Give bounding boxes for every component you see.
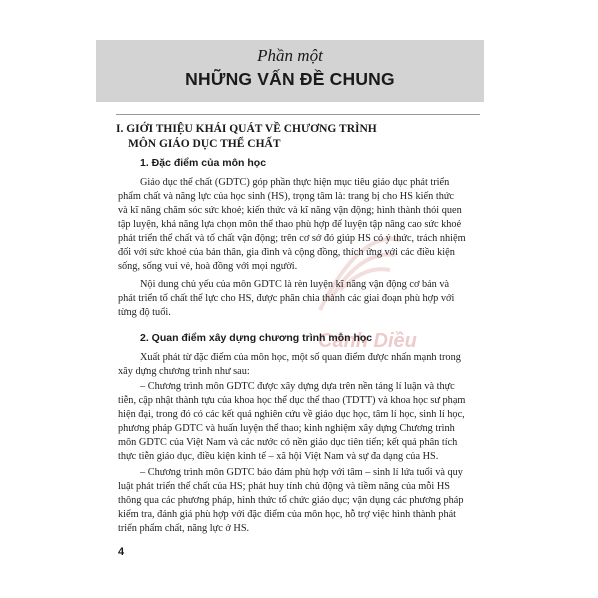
text-line: từng độ tuổi. xyxy=(118,307,171,318)
text-line: luật phát triển thể chất của HS; phát huy tính chủ động và tiềm năng của mỗi HS xyxy=(118,481,450,492)
section-heading xyxy=(116,122,486,152)
text-line: sống, sống vui vẻ, hoà đồng với mọi người. xyxy=(118,261,298,272)
text-line: – Chương trình môn GDTC được xây dựng dựa trên nền tảng lí luận và thực xyxy=(140,381,455,392)
paragraph xyxy=(118,278,482,320)
text-line: Giáo dục thể chất (GDTC) góp phần thực hiện mục tiêu giáo dục phát triển xyxy=(140,177,450,188)
subsection-title-2: 2. Quan điểm xây dựng chương trình môn học xyxy=(140,332,373,344)
section-heading-line1: I. GIỚI THIỆU KHÁI QUÁT VỀ CHƯƠNG TRÌNH xyxy=(116,123,377,135)
subsection-title-1: 1. Đặc điểm của môn học xyxy=(140,157,267,169)
paragraph xyxy=(118,466,482,536)
text-line: Xuất phát từ đặc điểm của môn học, một số quan điểm được nhấn mạnh trong xyxy=(140,352,461,363)
watermark-text: Cánh Diều xyxy=(318,330,417,352)
text-line: phát triển thể chất và tố chất vận động; trên cơ sở đó giúp HS có ý thức, trách nhiệm xyxy=(118,233,466,244)
part-label: Phần một xyxy=(257,46,323,65)
text-line: xây dựng chương trình như sau: xyxy=(118,366,250,377)
text-line: kiểm tra, đánh giá phù hợp với đặc điểm của môn học, hỗ trợ việc hình thành phát xyxy=(118,509,457,520)
paragraph xyxy=(118,380,482,464)
text-line: đối với sức khoẻ của bản thân, gia đình và cộng đồng, thích ứng với các điều kiện xyxy=(118,247,455,258)
text-line: hiện đại, trong đó có các kết quả nghiên cứu về giáo dục học, tâm lí học, sinh lí học, xyxy=(118,409,465,420)
text-line: phương pháp GDTC và huấn luyện thể thao; kinh nghiệm xây dựng Chương trình xyxy=(118,423,455,434)
text-line: thực tiễn giáo dục, điều kiện kinh tế – xã hội Việt Nam và sự đa dạng của HS. xyxy=(118,451,439,462)
page-title: NHỮNG VẤN ĐỀ CHUNG xyxy=(185,69,395,89)
text-line: Nội dung chủ yếu của môn GDTC là rèn luyện kĩ năng vận động cơ bản và xyxy=(140,279,450,290)
text-line: tập luyện, khả năng lựa chọn môn thể thao phù hợp để luyện tập nâng cao sức khoẻ xyxy=(118,219,462,230)
text-line: và kĩ năng chăm sóc sức khoẻ; kiến thức và kĩ năng vận động; hình thành thói quen xyxy=(118,205,462,216)
text-line: môn GDTC của Việt Nam và các nước có nền giáo dục tiên tiến; kết quả phân tích xyxy=(118,437,458,448)
divider xyxy=(116,114,480,115)
text-line: phẩm chất và năng lực của học sinh (HS), trọng tâm là: trang bị cho HS kiến thức xyxy=(118,191,455,202)
text-line: triển phẩm chất, năng lực ở HS. xyxy=(118,523,250,534)
section-heading-line2: MÔN GIÁO DỤC THỂ CHẤT xyxy=(128,138,281,150)
page-number: 4 xyxy=(118,546,125,558)
text-line: thông qua các phương pháp, hình thức tổ chức giáo dục; vận dụng các phương pháp xyxy=(118,495,464,506)
text-line: – Chương trình môn GDTC bảo đảm phù hợp với tâm – sinh lí lứa tuổi và quy xyxy=(140,467,463,478)
paragraph xyxy=(118,351,482,379)
text-line: tiễn, cập nhật thành tựu của khoa học thể dục thể thao (TDTT) và khoa học sư phạm xyxy=(118,395,466,406)
text-line: phát triển tố chất thể lực cho HS, được phân chia thành các giai đoạn phù hợp với xyxy=(118,293,455,304)
paragraph xyxy=(118,176,482,274)
